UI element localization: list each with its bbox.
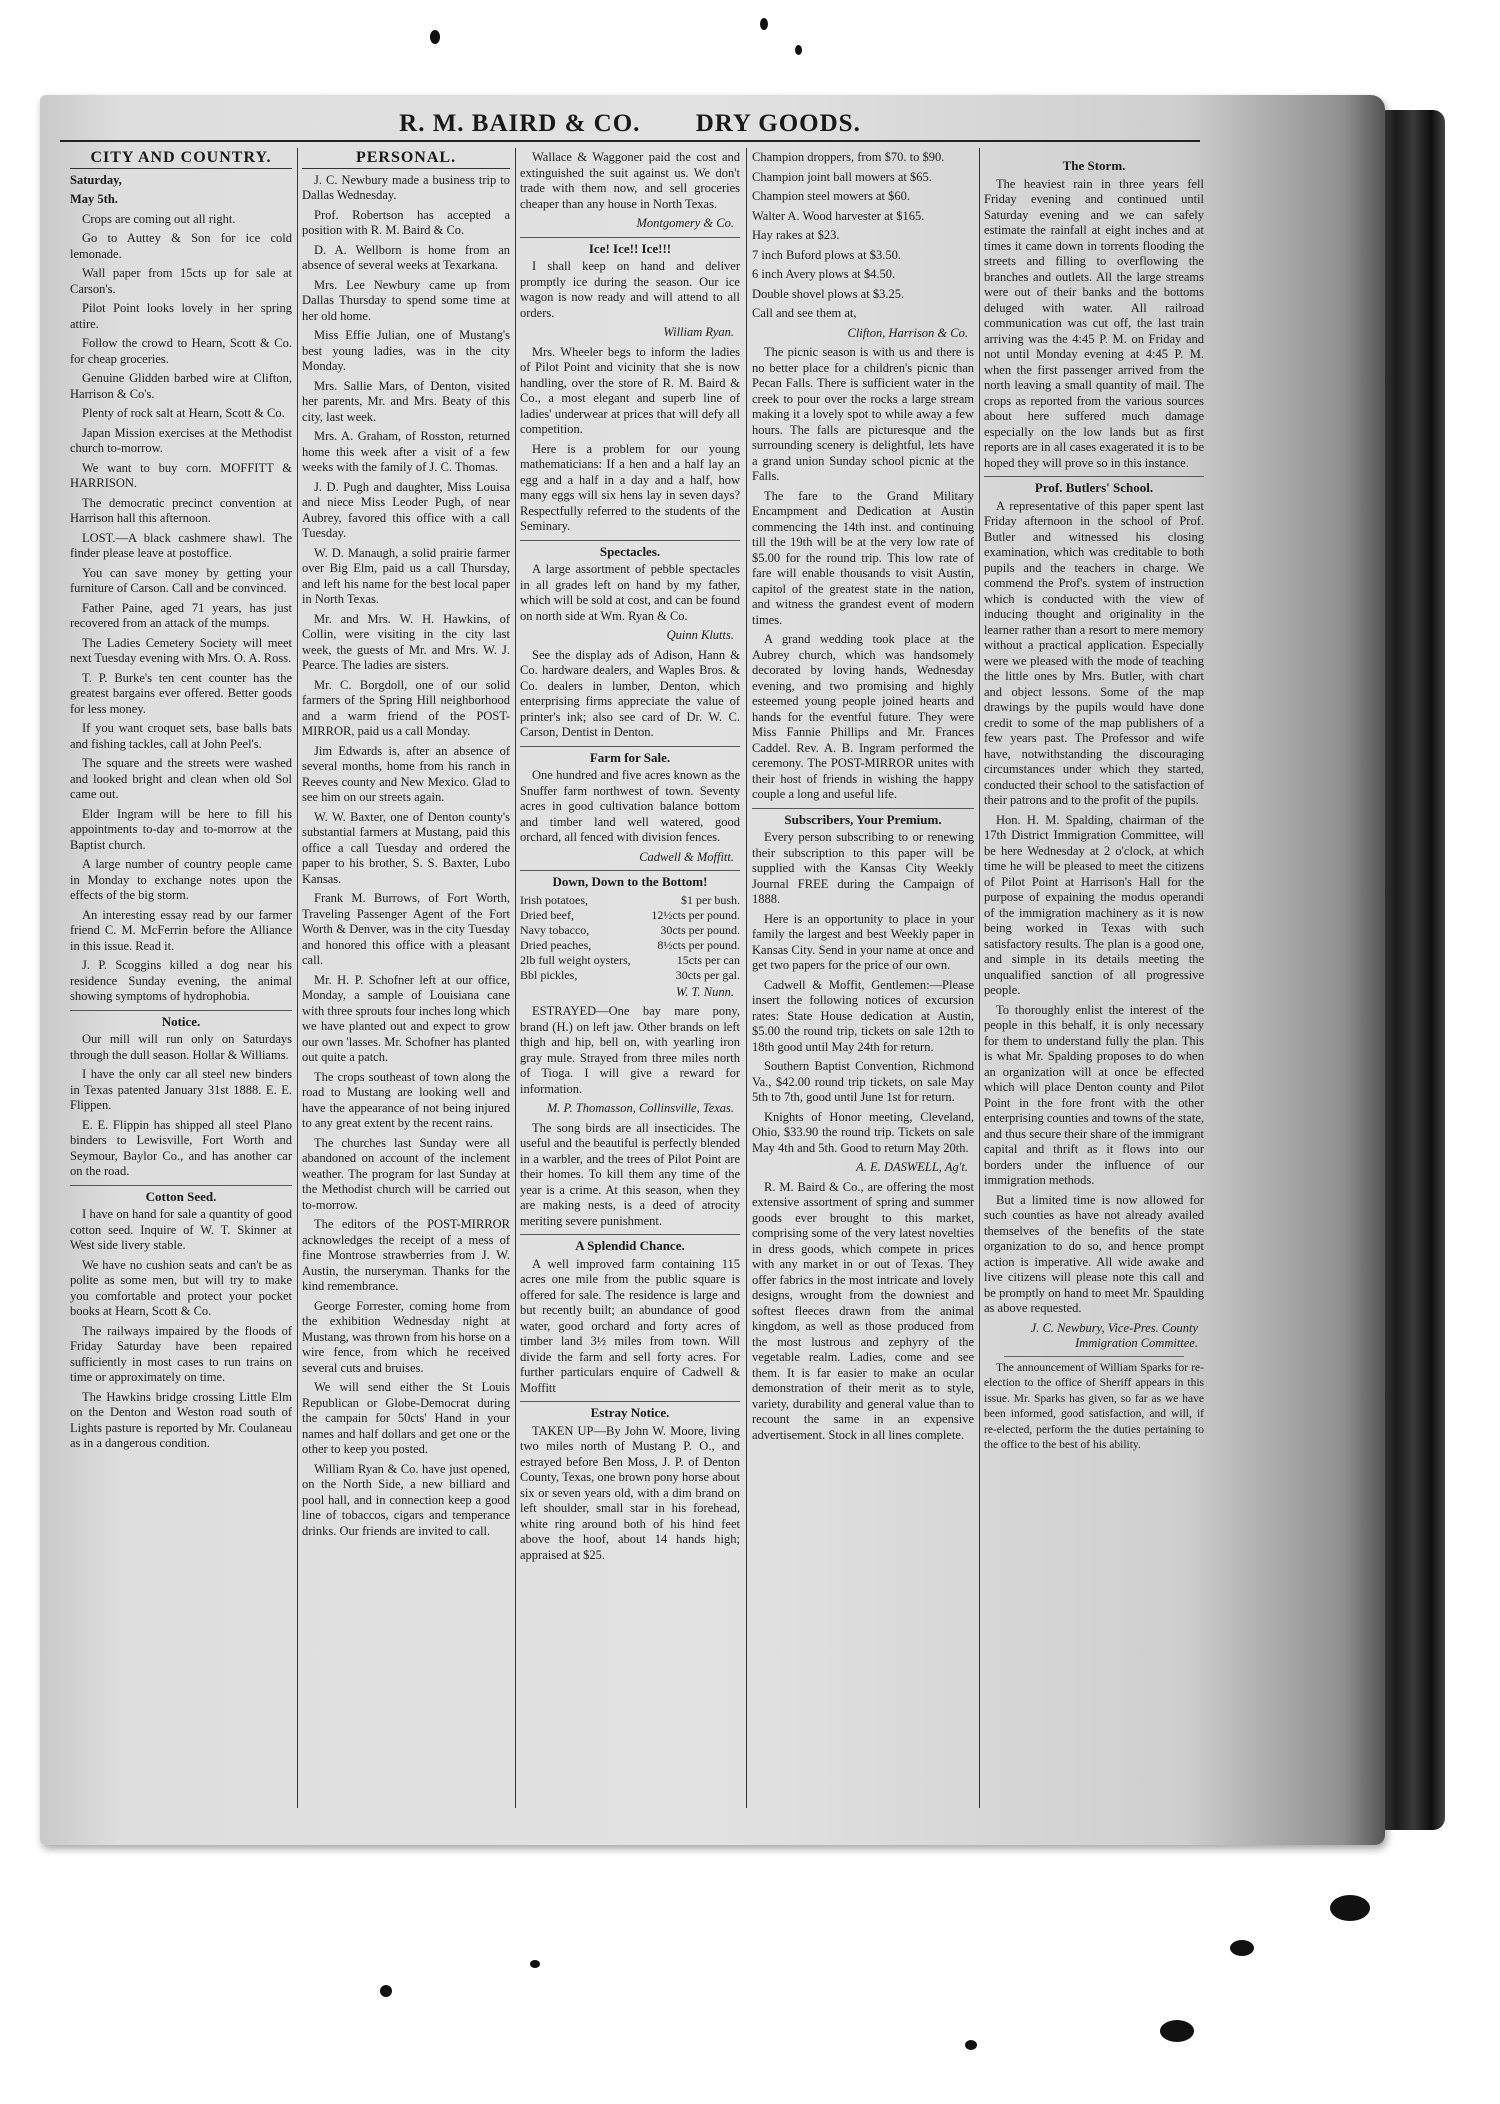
- implement-price: Call and see them at,: [752, 306, 857, 320]
- limited-time-signature: J. C. Newbury, Vice-Pres. County Immigration Committee.: [1030, 1320, 1198, 1350]
- excursion-item: Cadwell & Moffit, Gentlemen:—Please insert the following notices of excursion rates: State House dedication at Austin, $5.00 the round trip, tickets on sale 12th to 18th good until May 24th for return.: [752, 977, 974, 1054]
- column-five: [984, 150, 1204, 1810]
- personal-item: W. D. Manaugh, a solid prairie farmer over Big Elm, paid us a call Thursday, and left his name for the best local paper in North Texas.: [302, 545, 510, 606]
- display-ads-item: See the display ads of Adison, Hann & Co. hardware dealers, and Waples Bros. & Co. dealers in lumber, Denton, which enterprising firms appreciate the value of printer's ink; also see card of Dr. W. C. Carson, Dentist in Denton.: [520, 647, 740, 739]
- column-city-and-country: [70, 150, 292, 1810]
- masthead-dept: DRY GOODS.: [695, 110, 861, 137]
- personal-item: Mrs. Lee Newbury came up from Dallas Thursday to spend some time at her old home.: [302, 277, 510, 323]
- storm-text: The heaviest rain in three years fell Friday evening and continued until Saturday evening and we can safely estimate the rainfall at eight inches and at times it came down in torrents flooding the streets and filling to overflowing the branches and outlets. All the large streams were out of their banks and the bottoms deluged with water. All railroad communication was cut off, the last train arriving was the 4:45 P. M. on Friday and not until Monday evening at 4:45 P. M. when the first passenger arrived from the north leaving a small quantity of mail. The crops as reported from the various sources about here suffered much damage especially on the low lands but as first reports are in all cases exagerated it is to be hoped they will prove so in this instance.: [984, 176, 1204, 470]
- ice-signature: William Ryan.: [663, 325, 734, 339]
- column-rule: [297, 148, 298, 1808]
- implement-price: Champion joint ball mowers at $65.: [752, 169, 932, 184]
- notice-heading: Notice.: [70, 1010, 292, 1030]
- wallace-signature: Montgomery & Co.: [636, 216, 734, 230]
- personal-item: Mrs. A. Graham, of Rosston, returned home this week after a visit of a few weeks with the family of J. C. Thomas.: [302, 429, 510, 474]
- masthead: [60, 110, 1200, 142]
- local-item: A large number of country people came in Monday to exchange notes upon the effects of the big storm.: [70, 857, 292, 902]
- local-item: Genuine Glidden barbed wire at Clifton, Harrison & Co's.: [70, 371, 292, 401]
- farm-signature: Cadwell & Moffitt.: [639, 849, 734, 864]
- cotton-seed-heading: Cotton Seed.: [70, 1185, 292, 1205]
- price-value: 30cts per pound.: [660, 922, 740, 937]
- song-birds-item: The song birds are all insecticides. The useful and the beautiful is perfectly blended in a warbler, and the trees of Pilot Point are their homes. To kill them any time of the year is a crime. At this season, when they are making nests, is a deed of atrocity meriting severe punishment.: [520, 1120, 740, 1228]
- local-item: T. P. Burke's ten cent counter has the greatest bargains ever offered. Better goods for less money.: [70, 670, 292, 716]
- fare-item: The fare to the Grand Military Encampment and Dedication at Austin commencing the 14th inst. and continuing till the 19th will be at the very low rate of $5.00 for the round trip. This low rate of fare will enable thousands to visit Austin, capitol of the greatest state in the nation, and witness the grandest event of modern times.: [752, 488, 974, 627]
- binders-item: I have the only car all steel new binders in Texas patented January 31st 1888. E. E. Flippen.: [70, 1067, 292, 1112]
- subscribers-heading: Subscribers, Your Premium.: [752, 808, 974, 828]
- personal-item: We will send either the St Louis Republican or Globe-Democrat during the campain for 50cts' Hand in your names and half dollars and get one or the other to keep you posted.: [302, 1380, 510, 1456]
- column-four: [752, 150, 974, 1810]
- spectacles-text: A large assortment of pebble spectacles in all grades left on hand by my father, which will be sold at cost, and can be found on north side at Wm. Ryan & Co.: [520, 562, 740, 623]
- problem-item: Here is a problem for our young mathematicians: If a hen and a half lay an egg and a half in a day and a half, how many eggs will six hens lay in seven days? Respectfully referred to the students of the Seminary.: [520, 441, 740, 533]
- book-binding: [1375, 110, 1445, 1830]
- personal-item: Mr. C. Borgdoll, one of our solid farmers of the Spring Hill neighborhood and a warm friend of the POST-MIRROR, paid us a call Monday.: [302, 677, 510, 738]
- local-item: Follow the crowd to Hearn, Scott & Co. for cheap groceries.: [70, 336, 292, 366]
- price-row: [520, 908, 740, 923]
- price-value: 12½cts per pound.: [651, 907, 740, 922]
- prices-heading: Down, Down to the Bottom!: [520, 870, 740, 890]
- column-title: CITY AND COUNTRY.: [70, 150, 292, 169]
- knights-item: Knights of Honor meeting, Cleveland, Ohio, $33.90 the round trip. Tickets on sale May 4th and 5th. Good to return May 20th.: [752, 1109, 974, 1155]
- personal-item: Mrs. Sallie Mars, of Denton, visited her parents, Mr. and Mrs. Beaty of this city, last week.: [302, 378, 510, 424]
- ink-stain: [1160, 2020, 1194, 2042]
- ink-stain: [965, 2040, 977, 2050]
- railways-item: The railways impaired by the floods of Friday Saturday have been repaired sufficiently in most cases to run trains on time or approximately on time.: [70, 1323, 292, 1384]
- storm-heading: The Storm.: [1062, 158, 1126, 173]
- personal-item: J. D. Pugh and daughter, Miss Louisa and niece Miss Leoder Pugh, of near Aubrey, favored this office with a call Tuesday.: [302, 479, 510, 540]
- price-item: 2lb full weight oysters,: [520, 952, 631, 967]
- column-three: [520, 150, 740, 1810]
- date-month: May 5th.: [70, 192, 118, 206]
- hawkins-bridge-item: The Hawkins bridge crossing Little Elm on the Denton and Weston road south of Lights pasture is reported by Mr. Coulaneau as in a dangerous condition.: [70, 1389, 292, 1450]
- wheeler-item: Mrs. Wheeler begs to inform the ladies of Pilot Point and vicinity that she is now handling, over the store of R. M. Baird & Co., a most elegant and superb line of ladies' underwear at prices that will defy all competition.: [520, 344, 740, 436]
- wallace-item: Wallace & Waggoner paid the cost and extinguished the suit against us. We don't trade with them now, and sell groceries cheaper than any house in North Texas.: [520, 150, 740, 211]
- spectacles-signature: Quinn Klutts.: [666, 628, 734, 642]
- cotton-seed-text: I have on hand for sale a quantity of good cotton seed. Inquire of W. T. Skinner at West side livery stable.: [70, 1207, 292, 1252]
- subscribers-text-2: Here is an opportunity to place in your family the largest and best Weekly paper in Kansas City. Send in your name at once and get two papers for the price of our own.: [752, 911, 974, 972]
- price-value: $1 per bush.: [681, 892, 740, 907]
- ice-text: I shall keep on hand and deliver promptly ice during the season. Our ice wagon is now ready and will attend to all orders.: [520, 259, 740, 320]
- price-row: [520, 923, 740, 938]
- personal-item: D. A. Wellborn is home from an absence of several weeks at Texarkana.: [302, 242, 510, 272]
- local-item: Wall paper from 15cts up for sale at Carson's.: [70, 266, 292, 296]
- implements-signature: Clifton, Harrison & Co.: [847, 325, 968, 340]
- school-heading: Prof. Butlers' School.: [984, 476, 1204, 496]
- implement-price: Walter A. Wood harvester at $165.: [752, 208, 925, 223]
- ink-stain: [530, 1960, 540, 1968]
- local-item: If you want croquet sets, base balls bats and fishing tackles, call at John Peel's.: [70, 721, 292, 751]
- knights-signature: A. E. DASWELL, Ag't.: [856, 1160, 968, 1174]
- estrayed-item: ESTRAYED—One bay mare pony, brand (H.) on left jaw. Other brands on left thigh and hip, bell on, with yearling iron gray mule. Strayed from three miles north of Tioga. I will give a reward for information.: [520, 1004, 740, 1096]
- local-item: LOST.—A black cashmere shawl. The finder please leave at postoffice.: [70, 530, 292, 560]
- personal-item: Frank M. Burrows, of Fort Worth, Traveling Passenger Agent of the Fort Worth & Denver, was in the city Tuesday and honored this office with a pleasant call.: [302, 891, 510, 967]
- subscribers-text: Every person subscribing to or renewing their subscription to this paper will be supplied with the Kansas City Weekly Journal FREE during the Campaign of 1888.: [752, 830, 974, 906]
- masthead-store: R. M. BAIRD & CO.: [399, 110, 641, 137]
- limited-time-item: But a limited time is now allowed for such counties as have not already availed themselves of the benefits of the state organization to do so, and hence prompt action is imperative. All wide awake and live citizens will please note this call and be promptly on hand to meet Mr. Spaulding as above requested.: [984, 1192, 1204, 1315]
- baptist-item: Southern Baptist Convention, Richmond Va., $42.00 round trip tickets, on sale May 5th to 7th, good until June 1st for return.: [752, 1059, 974, 1104]
- local-item: The square and the streets were washed and looked bright and clean when old Sol came out.: [70, 756, 292, 801]
- local-item: Father Paine, aged 71 years, has just recovered from an attack of the mumps.: [70, 600, 292, 630]
- estrayed-signature: M. P. Thomasson, Collinsville, Texas.: [546, 1101, 734, 1115]
- spalding-item: Hon. H. M. Spalding, chairman of the 17th District Immigration Committee, will be here Wednesday at 2 o'clock, at which time he will be pleased to meet the citizens of Pilot Point at Harrison's Hall for the purpose of expaining the modus operandi of the immigration machinery as it is now being worked in Texas with such satisfactory results. The plan is a good one, and simple in its details meeting the unqualified sanction of all progressive people.: [984, 812, 1204, 997]
- column-personal: [302, 150, 510, 1810]
- price-row: [520, 953, 740, 968]
- implement-price: 7 inch Buford plows at $3.50.: [752, 247, 901, 262]
- price-row: [520, 938, 740, 953]
- ink-stain: [795, 45, 802, 55]
- personal-item: W. W. Baxter, one of Denton county's substantial farmers at Mustang, paid this office a call Tuesday and ordered the paper to his brother, S. S. Baxter, Lubo Kansas.: [302, 809, 510, 886]
- wedding-item: A grand wedding took place at the Aubrey church, which was handsomely decorated by loving hands, Wednesday evening, and two promising and highly esteemed young people joined hearts and hands for the eventful future. They were Miss Fannie Phillips and Mr. Frances Caddel. Rev. A. B. Ingram performed the ceremony. The POST-MIRROR unites with their host of friends in wishing the happy couple a long and useful life.: [752, 632, 974, 801]
- estray-notice-text: TAKEN UP—By John W. Moore, living two miles north of Mustang P. O., and estrayed before Ben Moss, J. P. of Denton County, Texas, one brown pony horse about six or seven years old, with a dim brand on left shoulder, small star in his forehead, white ring around both of his hind feet above the hoof, about 14 hands high; appraised at $25.: [520, 1423, 740, 1562]
- ice-heading: Ice! Ice!! Ice!!!: [520, 237, 740, 257]
- baird-item: R. M. Baird & Co., are offering the most extensive assortment of spring and summer goods ever brought to this market, comprising some of the very latest novelties in dress goods, which compete in prices with any market in or out of Texas. They offer fabrics in the most intricate and lovely designs, wrought from the downiest and softest fleeces drawn from the animal kingdom, as well as those produced from the most lustrous and zephyry of the vegetable realm. Ladies, come and see them. It is far easier to make an ocular demonstration of their merit as to style, variety, durability and general value than to recount the same in an expensive advertisement. Stock in all lines complete.: [752, 1179, 974, 1442]
- personal-item: William Ryan & Co. have just opened, on the North Side, a new billiard and pool hall, and in connection keep a good line of tobaccos, cigars and temperance drinks. Our friends are invited to call.: [302, 1461, 510, 1538]
- column-rule: [746, 148, 747, 1808]
- personal-item: J. C. Newbury made a business trip to Dallas Wednesday.: [302, 172, 510, 202]
- personal-item: The editors of the POST-MIRROR acknowledges the receipt of a mess of fine Montrose strawberries from J. W. Austin, the nurseryman. Thanks for the kind remembrance.: [302, 1217, 510, 1293]
- separator: [1004, 1356, 1184, 1357]
- personal-item: Jim Edwards is, after an absence of several months, home from his ranch in Reeves county and New Mexico. Glad to see him on our streets again.: [302, 743, 510, 804]
- local-item: Crops are coming out all right.: [82, 211, 236, 226]
- personal-item: Miss Effie Julian, one of Mustang's best young ladies, was in the city Monday.: [302, 328, 510, 373]
- estray-notice-heading: Estray Notice.: [520, 1401, 740, 1421]
- price-list: [520, 893, 740, 983]
- local-item: You can save money by getting your furniture of Carson. Call and be convinced.: [70, 565, 292, 595]
- price-item: Irish potatoes,: [520, 892, 588, 907]
- implement-price: Champion steel mowers at $60.: [752, 189, 910, 203]
- local-item: We want to buy corn. MOFFITT & HARRISON.: [70, 460, 292, 490]
- local-item: Plenty of rock salt at Hearn, Scott & Co.: [82, 406, 285, 420]
- chance-heading: A Splendid Chance.: [520, 1234, 740, 1254]
- ink-stain: [380, 1985, 392, 1997]
- implement-price: Hay rakes at $23.: [752, 228, 840, 242]
- personal-item: George Forrester, coming home from the exhibition Wednesday night at Mustang, was thrown from his horse on a wire fence, from which he received several cuts and bruises.: [302, 1298, 510, 1375]
- local-item: Elder Ingram will be here to fill his appointments to-day and to-morrow at the Baptist church.: [70, 806, 292, 852]
- cushion-item: We have no cushion seats and can't be as polite as some men, but will try to make you comfortable and protect your pocket books at Hearn, Scott & Co.: [70, 1257, 292, 1318]
- picnic-item: The picnic season is with us and there is no better place for a children's picnic than Pecan Falls. There is sufficient water in the creek to pour over the rocks a large stream making it a lovely spot to while away a few hours. The falls are picturesque and the surrounding scenery is delightful, lets have a grand union Sunday school picnic at the Falls.: [752, 345, 974, 483]
- ink-stain: [430, 30, 440, 44]
- notice-text: Our mill will run only on Saturdays through the dull season. Hollar & Williams.: [70, 1032, 292, 1062]
- price-row: [520, 893, 740, 908]
- local-item: An interesting essay read by our farmer friend C. M. McFerrin before the Alliance in this issue. Read it.: [70, 907, 292, 953]
- farm-text: One hundred and five acres known as the Snuffer farm northwest of town. Seventy acres in good cultivation balance bottom and timber land well watered, good orchard, all fenced with division fences.: [520, 768, 740, 844]
- implement-price: 6 inch Avery plows at $4.50.: [752, 267, 896, 281]
- local-item: The democratic precinct convention at Harrison hall this afternoon.: [70, 495, 292, 525]
- prices-signature: W. T. Nunn.: [675, 984, 734, 999]
- ink-stain: [1330, 1895, 1370, 1921]
- personal-item: The churches last Sunday were all abandoned on account of the inclement weather. The program for last Sunday at the Methodist church will be carried out to-morrow.: [302, 1135, 510, 1212]
- date-day: Saturday,: [70, 172, 122, 187]
- sparks-item: The announcement of William Sparks for re-election to the office of Sheriff appears in this issue. Mr. Sparks has given, so far as we have been informed, good satisfaction, and will, if re-elected, perform the the duties pertaining to the office to the best of his ability.: [984, 1361, 1204, 1451]
- local-item: Pilot Point looks lovely in her spring attire.: [70, 301, 292, 331]
- implement-price: Double shovel plows at $3.25.: [752, 286, 905, 301]
- personal-item: Mr. and Mrs. W. H. Hawkins, of Collin, were visiting in the city last week, the guests of Mr. and Mrs. W. J. Pearce. The ladies are sisters.: [302, 611, 510, 672]
- price-row: [520, 968, 740, 983]
- column-rule: [979, 148, 980, 1808]
- ink-stain: [1230, 1940, 1254, 1956]
- price-item: Dried peaches,: [520, 937, 592, 952]
- spectacles-heading: Spectacles.: [520, 540, 740, 560]
- personal-item: Mr. H. P. Schofner left at our office, Monday, a sample of Louisiana cane with three sprouts four inches long which we have planted out and expect to grow our own 'lasses. Mr. Schofner has planted out quite a patch.: [302, 972, 510, 1064]
- implement-price: Champion droppers, from $70. to $90.: [752, 150, 945, 164]
- flippin-item: E. E. Flippin has shipped all steel Plano binders to Lewisville, Fort Worth and Seymour, Baylor Co., and has another car on the road.: [70, 1117, 292, 1178]
- ink-stain: [760, 18, 768, 30]
- personal-item: The crops southeast of town along the road to Mustang are looking well and have the appearance of not being injured to any great extent by the recent rains.: [302, 1069, 510, 1130]
- local-item: Go to Auttey & Son for ice cold lemonade.: [70, 231, 292, 261]
- chance-text: A well improved farm containing 115 acres one mile from the public square is offered for sale. The residence is large and but recently built; an abundance of good water, good orchard and forty acres of timber land 3½ miles from town. Will divide the farm and sell forty acres. For further particulars enquire of Cadwell & Moffitt: [520, 1256, 740, 1395]
- local-item: The Ladies Cemetery Society will meet next Tuesday evening with Mrs. O. A. Ross.: [70, 635, 292, 665]
- local-item: J. P. Scoggins killed a dog near his residence Sunday evening, the animal showing symptoms of hydrophobia.: [70, 958, 292, 1003]
- personal-item: Prof. Robertson has accepted a position with R. M. Baird & Co.: [302, 207, 510, 237]
- farm-heading: Farm for Sale.: [520, 746, 740, 766]
- column-title: PERSONAL.: [302, 150, 510, 169]
- local-item: Japan Mission exercises at the Methodist church to-morrow.: [70, 425, 292, 455]
- enlist-item: To thoroughly enlist the interest of the people in this behalf, it is only necessary for them to understand fully the plan. This is what Mr. Spalding proposes to do when an organization will at once be effected which will place Denton county and Pilot Point in the fore front with the other enterprising counties and towns of the state, and thus secure their share of the immigrant capital and thrift as it flows into our borders under the influence of our immigration methods.: [984, 1002, 1204, 1187]
- price-value: 15cts per can: [676, 952, 740, 967]
- school-text: A representative of this paper spent last Friday afternoon in the school of Prof. Butler and witnessed his closing examination, which was creditable to both pupils and the teachers in charge. We commend the Prof's. system of instruction which is conducted with the view of inducing thought and originality in the learner rather than a resort to mere memory without a practical application. Especially were we pleased with the mode of teaching the little ones by Mrs. Butler, with chart and object lessons. Some of the map drawings by the pupils would have done credit to some of the map publishers of a few years past. The Professor and wife have, notwithstanding the discouraging circumstances under which they started, conducted their school to the satisfaction of their patrons and to the profit of the pupils.: [984, 498, 1204, 807]
- price-item: Navy tobacco,: [520, 922, 590, 937]
- price-value: 30cts per gal.: [675, 967, 740, 982]
- column-rule: [515, 148, 516, 1808]
- price-value: 8½cts per pound.: [657, 937, 740, 952]
- price-item: Dried beef,: [520, 907, 574, 922]
- price-item: Bbl pickles,: [520, 967, 578, 982]
